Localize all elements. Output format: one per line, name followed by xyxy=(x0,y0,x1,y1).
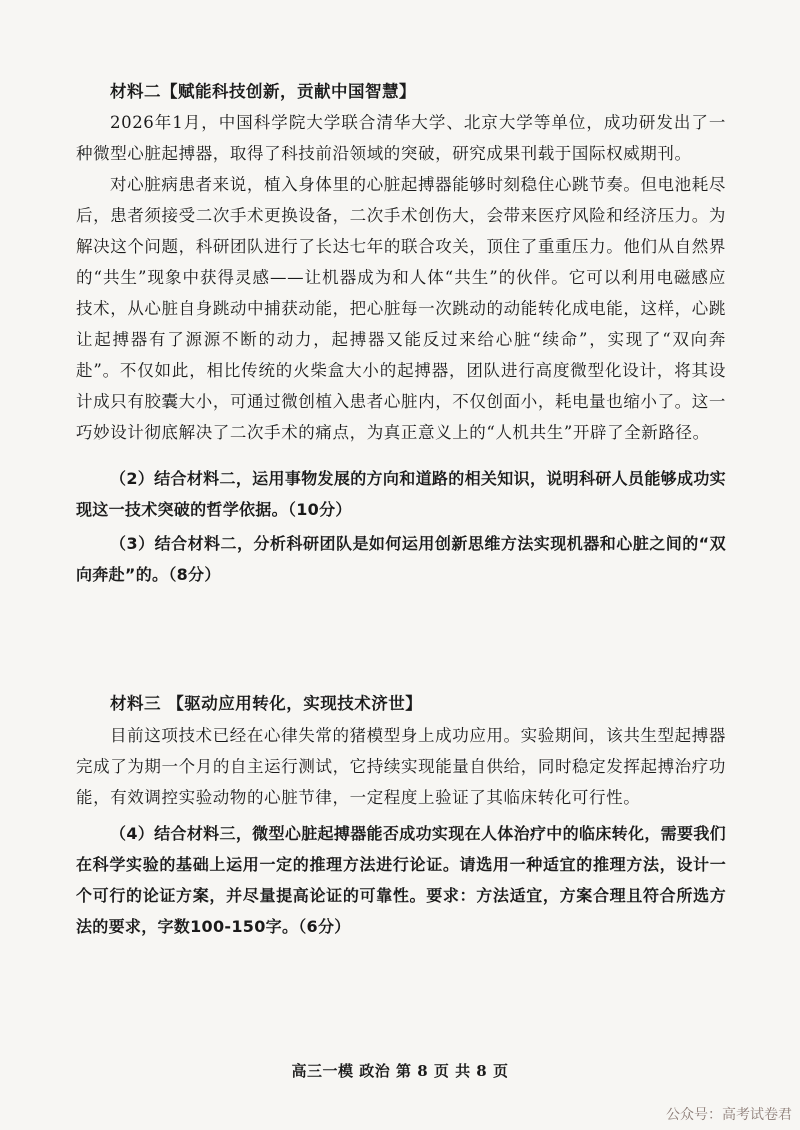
material2-paragraph-1: 2026年1月，中国科学院大学联合清华大学、北京大学等单位，成功研发出了一种微型心脏起搏器，取得了科技前沿领域的突破，研究成果刊载于国际权威期刊。 xyxy=(76,113,726,163)
material2-paragraph-2: 对心脏病患者来说，植入身体里的心脏起搏器能够时刻稳住心跳节奏。但电池耗尽后，患者须接受二次手术更换设备，二次手术创伤大，会带来医疗风险和经济压力。为解决这个问题，科研团队进行了长达七年的联合攻关，顶住了重重压力。他们从自然界的“共生”现象中获得灵感——让机器成为和人体“共生”的伙伴。它可以利用电磁感应技术，从心脏自身跳动中捕获动能，把心脏每一次跳动的动能转化成电能，这样，心跳让起搏器有了源源不断的动力，起搏器又能反过来给心脏“续命”，实现了“双向奔赴”。不仅如此，相比传统的火柴盒大小的起搏器，团队进行高度微型化设计，将其设计成只有胶囊大小，可通过微创植入患者心脏内，不仅创面小，耗电量也缩小了。这一巧妙设计彻底解决了二次手术的痛点，为真正意义上的“人机共生”开辟了全新路径。 xyxy=(76,175,726,442)
question-4: （4）结合材料三，微型心脏起搏器能否成功实现在人体治疗中的临床转化，需要我们在科学实验的基础上运用一定的推理方法进行论证。请选用一种适宜的推理方法，设计一个可行的论证方案，并尽量提高论证的可靠性。要求：方法适宜，方案合理且符合所选方法的要求，字数100-150字。（6分） xyxy=(76,824,726,936)
material3-paragraph-1: 目前这项技术已经在心律失常的猪模型身上成功应用。实验期间，该共生型起搏器完成了为期一个月的自主运行测试，它持续实现能量自供给，同时稳定发挥起搏治疗功能，有效调控实验动物的心脏节律，一定程度上验证了其临床转化可行性。 xyxy=(76,726,726,807)
watermark: 公众号：高考试卷君 xyxy=(666,1107,792,1123)
material2-heading: 材料二【赋能科技创新，贡献中国智慧】 xyxy=(110,82,416,101)
question-3: （3）结合材料二，分析科研团队是如何运用创新思维方法实现机器和心脏之间的“双向奔赴”的。（8分） xyxy=(76,534,726,584)
page-footer: 高三一模 政治 第 8 页 共 8 页 xyxy=(291,1062,509,1080)
question-2: （2）结合材料二，运用事物发展的方向和道路的相关知识，说明科研人员能够成功实现这一技术突破的哲学依据。（10分） xyxy=(76,469,726,519)
material3-heading: 材料三 【驱动应用转化，实现技术济世】 xyxy=(110,694,423,713)
